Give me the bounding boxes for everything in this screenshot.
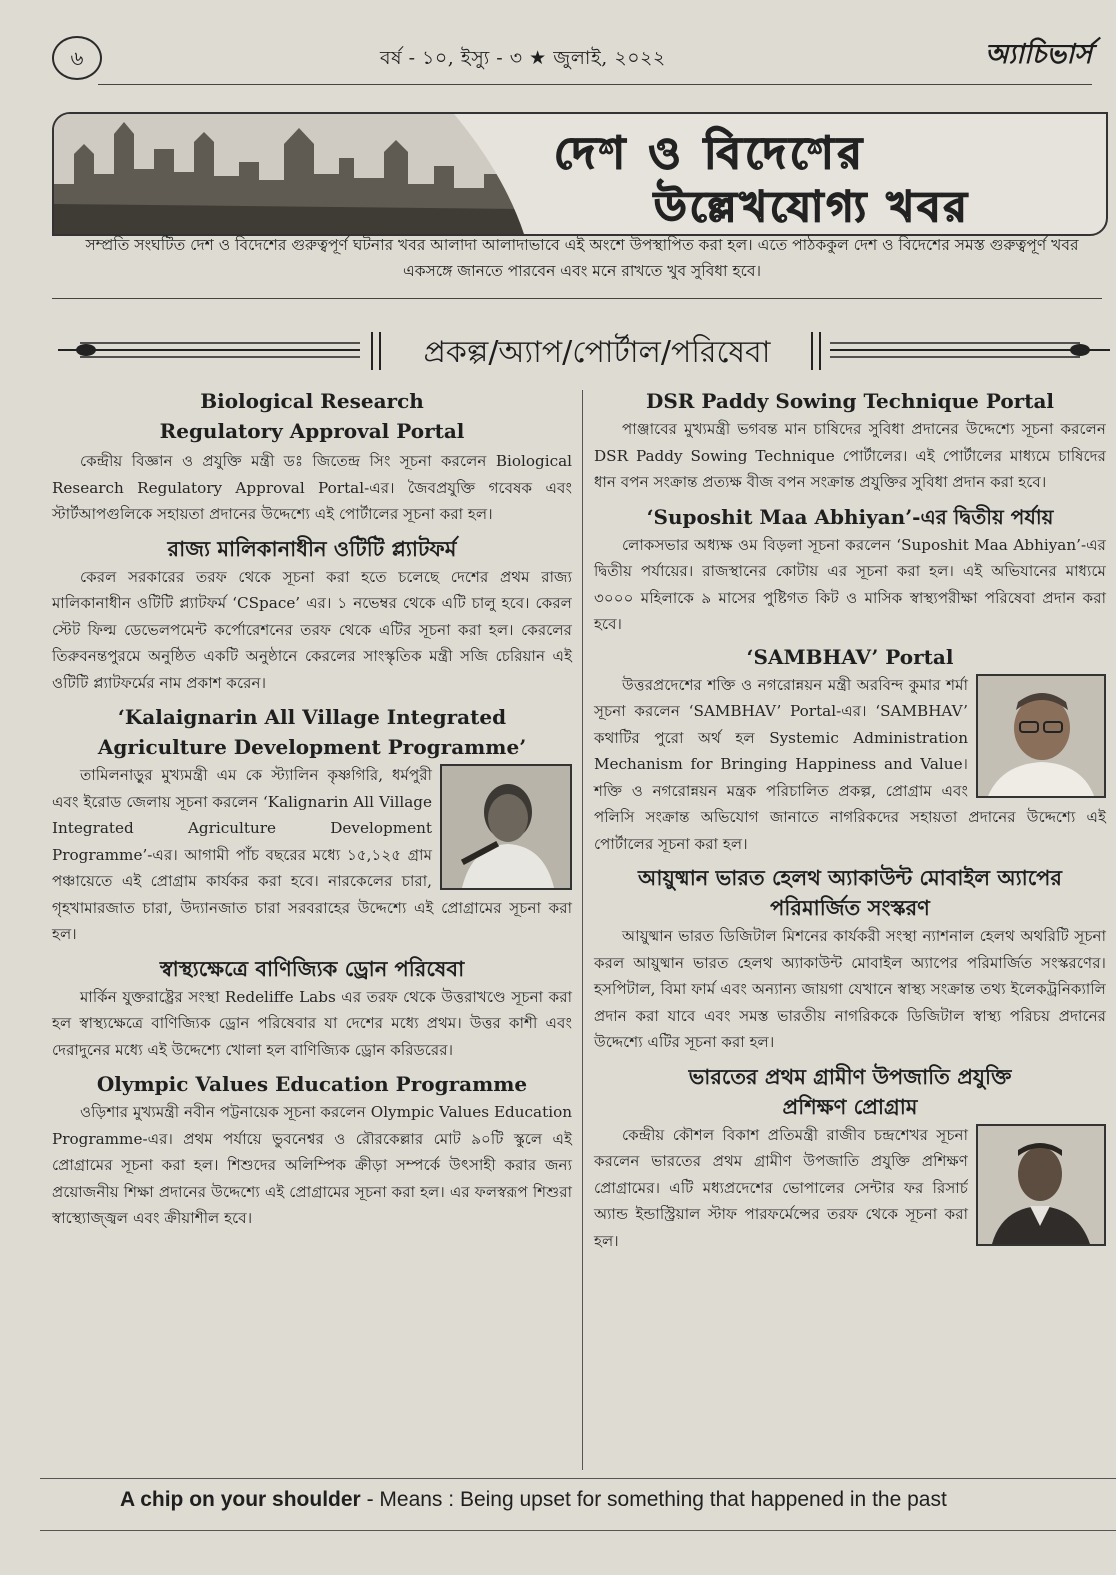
article-heading: ‘Kalaignarin All Village Integrated Agriculture Development Programme’ [97, 705, 527, 759]
article-body: ওড়িশার মুখ্যমন্ত্রী নবীন পট্টনায়েক সূচনা করলেন Olympic Values Education Programme-এর। প্রথম পর্যায়ে ভুবনেশ্বর ও রৌরকেল্লার মোট ৯০টি স্কুলে এই প্রোগ্রামের সূচনা করা হল। শিশুদের অলিম্পিক ক্রীড়া সম্পর্কে উৎসাহী করার জন্য প্রয়োজনীয় শিক্ষা প্রদানের উদ্দেশ্যে এই প্রোগ্রামের সূচনা করা হল। এর ফলস্বরূপ শিশুরা স্বাস্থ্যোজ্জ্বল এবং ক্রীয়াশীল হবে। [52, 1103, 572, 1227]
article-body: উত্তরপ্রদেশের শক্তি ও নগরোন্নয়ন মন্ত্রী অরবিন্দ কুমার শর্মা সূচনা করলেন ‘SAMBHAV’ Portal-এর। ‘SAMBHAV’ কথাটির পুরো অর্থ হল Systemic Administration Mechanism for Bringing Happiness and Value। শক্তি ও নগরোন্নয়ন মন্ত্রক পরিচালিত প্রকল্প, প্রোগ্রাম এবং পলিসি সংক্রান্ত অভিযোগ জানাতে নাগরিকদের সহায়তা প্রদানের উদ্দেশ্যে এই পোর্টালের সূচনা করা হল। [594, 675, 1106, 853]
article-body: আয়ুষ্মান ভারত ডিজিটাল মিশনের কার্যকরী সংস্থা ন্যাশনাল হেলথ অথরিটি সূচনা করল আয়ুষ্মান ভারত হেলথ অ্যাকাউন্ট মোবাইল অ্যাপের পরিমার্জিত সংস্করণের। হসপিটাল, বিমা ফার্ম এবং অন্যান্য জায়গা যেখানে স্বাস্থ্য সংক্রান্ত তথ্য ইলেকট্রনিক্যালি প্রদান করা যাবে এবং সমস্ত ভারতীয় নাগরিককে ডিজিটাল স্বাস্থ্য পরিচয় প্রদানের উদ্দেশ্যে এটির সূচনা করা হল। [594, 927, 1106, 1051]
article-kalaignarin [52, 762, 572, 948]
footer-rule [40, 1530, 1116, 1531]
article-heading: স্বাস্থ্যক্ষেত্রে বাণিজ্যিক ড্রোন পরিষেবা [159, 956, 465, 981]
page-number: ৬ [52, 36, 102, 80]
article-body: কেন্দ্রীয় বিজ্ঞান ও প্রযুক্তি মন্ত্রী ডঃ জিতেন্দ্র সিং সূচনা করলেন Biological Research Regulatory Approval Portal-এর। জৈবপ্রযুক্তি গবেষক এবং স্টার্টআপগুলিকে সহায়তা প্রদানের উদ্দেশ্যে এই পোর্টালের সূচনা করা হল। [52, 452, 572, 523]
article-body: মার্কিন যুক্তরাষ্ট্রের সংস্থা Redeliffe Labs এর তরফ থেকে উত্তরাখণ্ডে সূচনা করা হল স্বাস্থ্যক্ষেত্রে বাণিজ্যিক ড্রোন পরিষেবার যা দেশের মধ্যে প্রথম। উত্তর কাশী এবং দেরাদুনের মধ্যে এই উদ্দেশ্যে খোলা হল বাণিজ্যিক ড্রোন করিডরের। [52, 987, 572, 1059]
article-tribal-tech [594, 1122, 1106, 1255]
header-rule [98, 84, 1092, 85]
article-heading: রাজ্য মালিকানাধীন ওটিটি প্ল্যাটফর্ম [167, 536, 457, 561]
column-divider [582, 390, 583, 1470]
idiom-separator: - [360, 1488, 380, 1511]
article-heading: ‘SAMBHAV’ Portal [746, 644, 954, 669]
article-heading: ‘Suposhit Maa Abhiyan’-এর দ্বিতীয় পর্যায় [646, 504, 1054, 529]
minister-photo [976, 674, 1106, 798]
left-column [52, 386, 572, 1232]
article-heading: Biological Research Regulatory Approval Portal [159, 389, 465, 443]
idiom-footer [120, 1488, 1100, 1512]
section-header [40, 318, 1116, 382]
rajeev-chandrasekhar-photo [976, 1124, 1106, 1246]
footer-rule-top [40, 1478, 1116, 1479]
banner-title-line2: উল্লেখযোগ্য খবর [654, 182, 970, 231]
article-body: তামিলনাড়ুর মুখ্যমন্ত্রী এম কে স্ট্যালিন কৃষ্ণগিরি, ধর্মপুরী এবং ইরোড জেলায় সূচনা করলেন ‘Kalignarin All Village Integrated Agriculture Development Programme’-এর। আগামী পাঁচ বছরের মধ্যে ১৫,১২৫ গ্রাম পঞ্চায়েতে এই প্রোগ্রাম কার্যকর করা হবে। নারকেলের চারা, গৃহখামারজাত চারা, উদ্যানজাত চারা সরবরাহের উদ্দেশ্যে এই প্রোগ্রামের সূচনা করা হল। [52, 766, 572, 943]
article-bio-research-portal [52, 386, 572, 446]
issue-line: বর্ষ - ১০, ইস্যু - ৩ ★ জুলাই, ২০২২ [380, 47, 666, 69]
article-heading: ভারতের প্রথম গ্রামীণ উপজাতি প্রযুক্তি প্রশিক্ষণ প্রোগ্রাম [688, 1064, 1012, 1119]
section-banner [52, 112, 1108, 236]
article-heading: DSR Paddy Sowing Technique Portal [645, 389, 1055, 413]
monuments-illustration [54, 114, 524, 234]
article-sambhav [594, 672, 1106, 858]
idiom-meaning: Means : Being upset for something that happened in the past [379, 1488, 947, 1511]
article-body: কেরল সরকারের তরফ থেকে সূচনা করা হতে চলেছে দেশের প্রথম রাজ্য মালিকানাধীন ওটিটি প্ল্যাটফর্ম ‘CSpace’ এর। ১ নভেম্বর থেকে এটি চালু হবে। কেরল স্টেট ফিল্ম ডেভেলপমেন্ট কর্পোরেশনের তরফ থেকে এটির সূচনা করা হল। কেরলের তিরুবনন্তপুরমে অনুষ্ঠিত একটি অনুষ্ঠানে কেরলের সাংস্কৃতিক মন্ত্রী সজি চেরিয়ান এই ওটিটি প্ল্যাটফর্মের নাম প্রকাশ করেন। [52, 567, 572, 692]
right-column [594, 386, 1106, 1254]
brand-name: অ্যাচিভার্স [984, 39, 1092, 70]
intro-text: সম্প্রতি সংঘটিত দেশ ও বিদেশের গুরুত্বপূর্ণ ঘটনার খবর আলাদা আলাদাভাবে এই অংশে উপস্থাপিত করা হল। এতে পাঠককুল দেশ ও বিদেশের সমস্ত গুরুত্বপূর্ণ খবর একসঙ্গে জানতে পারবেন এবং মনে রাখতে খুব সুবিধা হবে। [85, 236, 1079, 280]
stalin-photo [440, 764, 572, 890]
article-heading: Olympic Values Education Programme [96, 1072, 528, 1096]
section-title: প্রকল্প/অ্যাপ/পোর্টাল/পরিষেবা [423, 335, 771, 370]
banner-title-line1: দেশ ও বিদেশের [554, 128, 866, 179]
article-body: পাঞ্জাবের মুখ্যমন্ত্রী ভগবন্ত মান চাষিদের সুবিধা প্রদানের উদ্দেশ্যে সূচনা করলেন DSR Paddy Sowing Technique পোর্টালের। এই পোর্টালের মাধ্যমে চাষিদের ধান বপন সংক্রান্ত প্রত্যক্ষ বীজ বপন সংক্রান্ত প্রযুক্তির সুবিধা প্রদান করা হবে। [594, 420, 1106, 491]
idiom-phrase: A chip on your shoulder [120, 1488, 361, 1511]
article-body: লোকসভার অধ্যক্ষ ওম বিড়লা সূচনা করলেন ‘Suposhit Maa Abhiyan’-এর দ্বিতীয় পর্যায়ের। রাজস্থানের কোটায় এর সূচনা করা হল। এই অভিযানের মাধ্যমে ৩০০০ মহিলাকে ৯ মাসের পুষ্টিগত কিট ও মাসিক স্বাস্থ্যপরীক্ষা পরিষেবা প্রদান করা হবে। [594, 535, 1106, 633]
intro-rule [52, 298, 1102, 299]
article-heading: আয়ুষ্মান ভারত হেলথ অ্যাকাউন্ট মোবাইল অ্যাপের পরিমার্জিত সংস্করণ [637, 866, 1062, 920]
article-body: কেন্দ্রীয় কৌশল বিকাশ প্রতিমন্ত্রী রাজীব চন্দ্রশেখর সূচনা করলেন ভারতের প্রথম গ্রামীণ উপজাতি প্রযুক্তি প্রশিক্ষণ প্রোগ্রামের। এটি মধ্যপ্রদেশের ভোপালের সেন্টার ফর রিসার্চ অ্যান্ড ইন্ডাস্ট্রিয়াল স্টাফ পারফর্মেন্সের তরফ থেকে সূচনা করা হল। [594, 1125, 968, 1250]
